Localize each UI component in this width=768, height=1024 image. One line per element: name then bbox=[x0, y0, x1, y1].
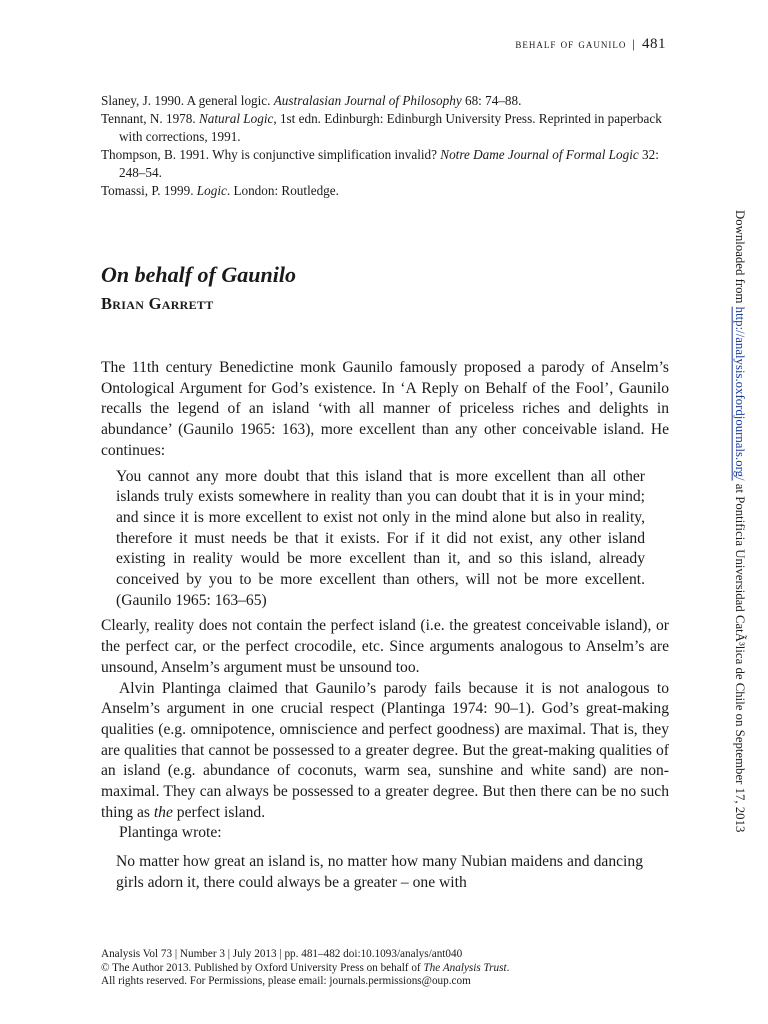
reference-item: Slaney, J. 1990. A general logic. Australasian Journal of Philosophy 68: 74–88. bbox=[101, 93, 522, 108]
running-head-separator: | bbox=[632, 36, 636, 51]
footer-rights: All rights reserved. For Permissions, please email: journals.permissions@oup.com bbox=[101, 975, 471, 988]
article-title: On behalf of Gaunilo bbox=[101, 262, 296, 287]
page-number: 481 bbox=[642, 36, 666, 52]
body-paragraph: Alvin Plantinga claimed that Gaunilo’s parody fails because it is not analogous to Anselm’s argument in one crucial respect (Plantinga 1974: 90–1). God’s great-making qualities (e.g. omnipotence, omniscience and perfect goodness) are maximal. That is, they are qualities that cannot be possessed to a greater degree. But the great-making qualities of an island (e.g. abundance of coconuts, warm sea, sunshine and white sand) are non-maximal. They can always be possessed to a greater degree. But then there can be no such thing as the perfect island. bbox=[101, 679, 669, 821]
reference-item: Thompson, B. 1991. Why is conjunctive simplification invalid? Notre Dame Journal of Formal Logic 32: 248–54. bbox=[101, 147, 659, 180]
body-paragraph: Clearly, reality does not contain the perfect island (i.e. the greatest conceivable island), or the perfect car, or the perfect crocodile, etc. Since arguments analogous to Anselm’s are unsound, Anselm’s argument must be unsound too. bbox=[101, 617, 669, 676]
footer-copyright: © The Author 2013. Published by Oxford University Press on behalf of The Analysis Trust. bbox=[101, 961, 510, 974]
article-author: Brian Garrett bbox=[101, 294, 214, 313]
reference-item: Tennant, N. 1978. Natural Logic, 1st edn. Edinburgh: Edinburgh University Press. Reprinted in paperback with corrections, 1991. bbox=[101, 111, 662, 144]
download-notice: Downloaded from http://analysis.oxfordjournals.org/ at Pontificia Universidad CatÃ³lica de Chile on September 17, 2013 bbox=[733, 210, 747, 833]
download-link[interactable]: http://analysis.oxfordjournals.org/ bbox=[733, 306, 747, 481]
footer-citation: Analysis Vol 73 | Number 3 | July 2013 | pp. 481–482 doi:10.1093/analys/ant040 bbox=[101, 948, 463, 960]
page-footer bbox=[101, 948, 509, 989]
body-paragraph: The 11th century Benedictine monk Gaunilo famously proposed a parody of Anselm’s Ontological Argument for God’s existence. In ‘A Reply on Behalf of the Fool’, Gaunilo recalls the legend of an island ‘with all manner of priceless riches and delights in abundance’ (Gaunilo 1965: 163), more excellent than any other conceivable island. He continues: bbox=[101, 359, 669, 459]
body-paragraph: Plantinga wrote: bbox=[119, 824, 222, 842]
reference-item: Tomassi, P. 1999. Logic. London: Routledge. bbox=[101, 183, 339, 198]
reference-list bbox=[101, 92, 669, 200]
block-quote: No matter how great an island is, no matter how many Nubian maidens and dancing girls adorn it, there could always be a greater – one with bbox=[116, 853, 643, 891]
running-head bbox=[515, 36, 666, 53]
running-head-title: behalf of gaunilo bbox=[515, 36, 627, 51]
article-body bbox=[101, 358, 669, 894]
block-quote: You cannot any more doubt that this island that is more excellent than all other islands truly exists somewhere in reality than you can doubt that it is in your mind; and since it is more excellent to exist not only in the mind alone but also in reality, therefore it must needs be that it exists. For if it did not exist, any other island existing in reality would be more excellent than it, and so this island, already conceived by you to be more excellent than others, will not be more excellent. (Gaunilo 1965: 163–65) bbox=[116, 467, 645, 609]
